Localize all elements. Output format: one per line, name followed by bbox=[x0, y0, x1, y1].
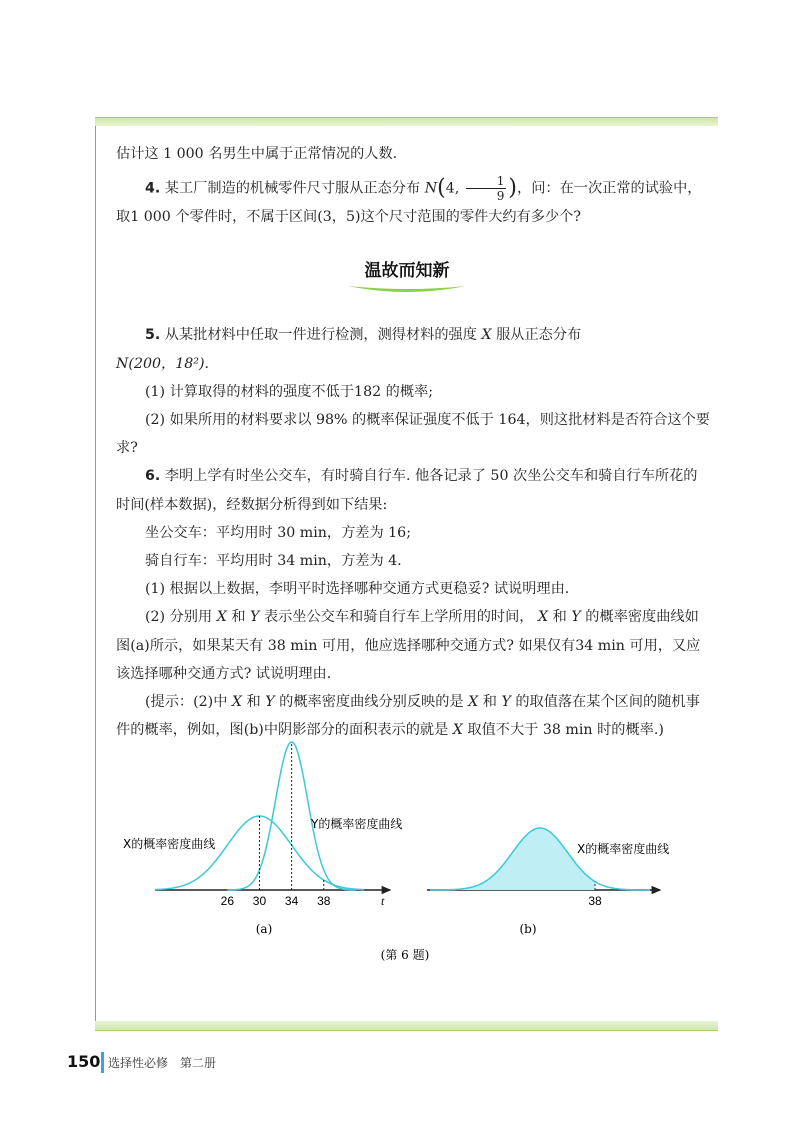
book-title: 选择性必修 第二册 bbox=[108, 1056, 217, 1070]
sub2-text-c: 的概率密度曲线如图(a)所示，如果某天有 38 min 可用，他应选择哪种交通方式? 如果仅有34 min 可用，又应该选择哪种交通方式? 试说明理由. bbox=[116, 609, 701, 682]
question-5-text-a: 从某批材料中任取一件进行检测，测得材料的强度 bbox=[164, 327, 477, 344]
section-title-text: 温故而知新 bbox=[364, 261, 450, 281]
sub2-text-b: 表示坐公交车和骑自行车上学所用的时间， bbox=[263, 609, 534, 626]
top-decor-bar bbox=[95, 117, 718, 126]
question-4-number: 4. bbox=[145, 180, 161, 197]
tick-38: 38 bbox=[317, 894, 331, 908]
question-5-dist bbox=[116, 350, 710, 378]
panel-b-shaded-area bbox=[430, 828, 595, 890]
hint-text-a: (提示：(2)中 bbox=[145, 694, 228, 711]
hint-text-b: 的概率密度曲线分别反映的是 bbox=[279, 694, 464, 711]
dist-mean: 4, bbox=[445, 180, 460, 197]
section-title-swoosh bbox=[346, 282, 468, 294]
hint-var-x: X bbox=[231, 694, 243, 711]
sub2-var-x: X bbox=[216, 609, 227, 626]
close-paren: ) bbox=[508, 175, 517, 201]
question-5-text-b: 服从正态分布 bbox=[496, 327, 582, 344]
question-6-number: 6. bbox=[145, 468, 161, 485]
hint-var-y2: Y bbox=[501, 694, 511, 711]
panel-b-x-label: X的概率密度曲线 bbox=[577, 842, 670, 856]
bottom-decor-bar bbox=[95, 1021, 718, 1031]
sub2-var-x2: X bbox=[538, 609, 549, 626]
variance-fraction bbox=[466, 174, 507, 203]
hint-text-c: 的取值落在某个区间的随机事件的概率，例如，图(b)中阴影部分的面积表示的就是 bbox=[116, 694, 700, 739]
question-5-var: X bbox=[481, 327, 492, 344]
question-6-text: 李明上学有时坐公交车，有时骑自行车. 他各记录了 50 次坐公交车和骑自行车所花的时间(样本数据)，经数据分析得到如下结果: bbox=[116, 468, 698, 513]
question-6-bike: 骑自行车：平均用时 34 min，方差为 4. bbox=[145, 553, 402, 570]
question-5-sub1: (1) 计算取得的材料的强度不低于182 的概率; bbox=[145, 383, 433, 400]
dist-symbol: N bbox=[424, 180, 438, 197]
question-6-sub1: (1) 根据以上数据，李明平时选择哪种交通方式更稳妥? 试说明理由. bbox=[145, 581, 570, 598]
question-6-sub2 bbox=[116, 603, 710, 688]
question-4 bbox=[116, 174, 710, 231]
page-number: 150 bbox=[67, 1052, 101, 1071]
panel-b-tick-38: 38 bbox=[588, 894, 602, 908]
question-4-text-b: ，问：在一次正常的试验中，取1 000 个零件时，不属于区间(3，5)这个尺寸范围的零件大约有多少个? bbox=[116, 180, 702, 226]
sub2-var-y: Y bbox=[250, 609, 260, 626]
figure-6 bbox=[123, 735, 675, 965]
panel-a bbox=[123, 742, 402, 936]
section-title bbox=[346, 256, 468, 292]
question-5 bbox=[116, 321, 710, 349]
hint-var-x3: X bbox=[452, 722, 463, 739]
fraction-denominator: 9 bbox=[496, 189, 505, 204]
question-4-text-a: 某工厂制造的机械零件尺寸服从正态分布 bbox=[164, 180, 421, 197]
figure-caption: (第 6 题) bbox=[380, 948, 430, 962]
question-6-bus: 坐公交车：平均用时 30 min，方差为 16; bbox=[145, 524, 411, 541]
question-5-sub2: (2) 如果所用的材料要求以 98% 的概率保证强度不低于 164，则这批材料是否符合这个要求? bbox=[116, 412, 710, 457]
question-5-number: 5. bbox=[145, 327, 161, 344]
axis-var-t: t bbox=[381, 894, 385, 908]
intro-line: 估计这 1 000 名男生中属于正常情况的人数. bbox=[116, 146, 398, 162]
panel-a-y-label: Y的概率密度曲线 bbox=[311, 817, 403, 831]
footer-accent-bar bbox=[101, 1052, 104, 1073]
tick-30: 30 bbox=[252, 894, 267, 908]
panel-a-caption: (a) bbox=[255, 922, 273, 936]
hint-text-d: 取值不大于 38 min 时的概率.) bbox=[467, 722, 664, 739]
hint-and2: 和 bbox=[482, 694, 497, 711]
panel-b-caption: (b) bbox=[519, 922, 537, 936]
open-paren: ( bbox=[437, 175, 446, 201]
tick-34: 34 bbox=[284, 894, 299, 908]
question-6 bbox=[116, 462, 710, 518]
fraction-numerator: 1 bbox=[466, 174, 507, 189]
hint-and: 和 bbox=[246, 694, 261, 711]
hint-var-y: Y bbox=[265, 694, 275, 711]
page-content bbox=[116, 140, 710, 744]
sub2-var-y2: Y bbox=[571, 609, 581, 626]
panel-b bbox=[427, 828, 669, 936]
dist-line: N(200，18²). bbox=[116, 355, 210, 372]
panel-a-x-label: X的概率密度曲线 bbox=[123, 837, 216, 851]
hint-var-x2: X bbox=[468, 694, 479, 711]
sub2-and2: 和 bbox=[552, 609, 567, 626]
tick-26: 26 bbox=[220, 894, 235, 908]
sub2-text-a: (2) 分别用 bbox=[145, 609, 213, 626]
sub2-and: 和 bbox=[231, 609, 246, 626]
